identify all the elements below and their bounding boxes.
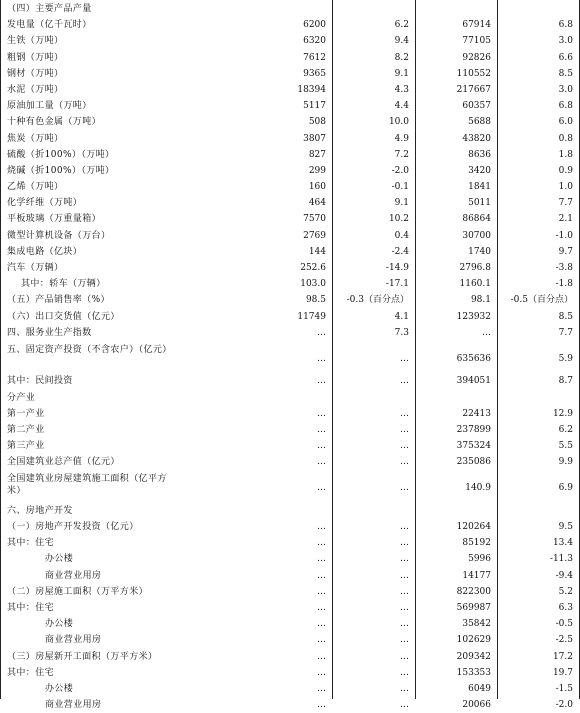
cumulative-growth: 6.3 xyxy=(558,602,573,613)
table-row xyxy=(0,438,580,454)
cumulative-value: 110552 xyxy=(456,68,491,79)
current-month-value: … xyxy=(317,586,326,597)
table-row xyxy=(0,17,580,33)
table-row xyxy=(0,551,580,567)
row-label: （三）房屋新开工面积（万平方米） xyxy=(7,651,158,662)
current-month-value: 827 xyxy=(308,149,326,160)
cumulative-growth: -1.8 xyxy=(555,279,573,290)
row-label: 其中：民间投资 xyxy=(7,376,73,387)
cumulative-value: 20066 xyxy=(462,700,491,711)
cumulative-value: 77105 xyxy=(462,36,491,47)
row-label: 水泥（万吨） xyxy=(7,84,64,95)
table-row xyxy=(0,1,580,17)
cumulative-growth: -1.0 xyxy=(555,230,573,241)
current-month-growth: 4.4 xyxy=(394,101,409,112)
current-month-value: … xyxy=(317,408,326,419)
cumulative-growth: 9.7 xyxy=(558,246,573,257)
current-month-growth: … xyxy=(400,651,409,662)
cumulative-value: 153353 xyxy=(456,667,491,678)
current-month-growth: -17.1 xyxy=(385,279,409,290)
cumulative-value: 1740 xyxy=(468,246,491,257)
cumulative-value: 85192 xyxy=(462,538,491,549)
table-row xyxy=(0,422,580,438)
current-month-growth: … xyxy=(400,376,409,387)
table-row xyxy=(0,681,580,697)
cumulative-value: … xyxy=(482,327,491,338)
cumulative-value: 60357 xyxy=(462,101,491,112)
row-label: 全国建筑业房屋建筑施工面积（亿平方米） xyxy=(7,474,167,497)
table-row xyxy=(0,406,580,422)
current-month-growth: … xyxy=(400,353,409,364)
current-month-growth: … xyxy=(400,483,409,494)
cumulative-value: 375324 xyxy=(456,441,491,452)
cumulative-growth: 3.0 xyxy=(558,36,573,47)
cumulative-value: 6049 xyxy=(468,683,491,694)
cumulative-value: 35842 xyxy=(462,619,491,630)
current-month-value: … xyxy=(317,457,326,468)
cumulative-value: 394051 xyxy=(456,376,491,387)
cumulative-value: 235086 xyxy=(456,457,491,468)
current-month-value: 6200 xyxy=(303,20,326,31)
current-month-value: … xyxy=(317,483,326,494)
cumulative-growth: 5.5 xyxy=(558,441,573,452)
cumulative-value: 86864 xyxy=(462,214,491,225)
table-row xyxy=(0,147,580,163)
cumulative-growth: 8.5 xyxy=(558,311,573,322)
row-label: （一）房地产开发投资（亿元） xyxy=(7,522,139,533)
row-label: 办公楼 xyxy=(45,683,74,694)
cumulative-value: 120264 xyxy=(456,522,491,533)
cumulative-growth: 1.8 xyxy=(558,149,573,160)
current-month-value: 6320 xyxy=(303,36,326,47)
row-label: 硫酸（折100%）（万吨） xyxy=(7,149,115,160)
table-row xyxy=(0,33,580,49)
current-month-value: 508 xyxy=(308,117,326,128)
current-month-growth: 4.9 xyxy=(394,133,409,144)
table-row xyxy=(0,292,580,308)
cumulative-growth: 5.9 xyxy=(558,353,573,364)
current-month-value: 9365 xyxy=(303,68,326,79)
row-label: 办公楼 xyxy=(45,619,74,630)
row-label: 微型计算机设备（万台） xyxy=(7,230,111,241)
cumulative-value: 209342 xyxy=(456,651,491,662)
row-label: 焦炭（万吨） xyxy=(7,133,64,144)
current-month-growth: … xyxy=(400,586,409,597)
current-month-value: 160 xyxy=(308,182,326,193)
cumulative-value: 237899 xyxy=(456,424,491,435)
table-row xyxy=(0,66,580,82)
table-row xyxy=(0,163,580,179)
table-row xyxy=(0,519,580,535)
cumulative-value: 5011 xyxy=(468,198,491,209)
current-month-growth: 6.2 xyxy=(394,20,409,31)
current-month-growth: 4.3 xyxy=(394,84,409,95)
current-month-growth: … xyxy=(400,683,409,694)
cumulative-growth: -0.5 xyxy=(555,619,573,630)
cumulative-growth: -0.5（百分点） xyxy=(510,295,573,306)
current-month-value: 252.6 xyxy=(300,263,326,273)
current-month-value: … xyxy=(317,700,326,711)
cumulative-growth: 8.5 xyxy=(558,68,573,79)
cumulative-growth: 8.7 xyxy=(558,376,573,387)
row-label: 钢材（万吨） xyxy=(7,68,64,79)
current-month-growth: 8.2 xyxy=(394,52,409,63)
row-label: 六、房地产开发 xyxy=(7,505,73,516)
table-row xyxy=(0,98,580,114)
current-month-value: … xyxy=(317,424,326,435)
row-label: （二）房屋施工面积（万平方米） xyxy=(7,586,149,597)
current-month-value: … xyxy=(317,570,326,581)
current-month-value: … xyxy=(317,353,326,364)
table-row xyxy=(0,211,580,227)
cumulative-growth: 6.0 xyxy=(558,117,573,128)
cumulative-growth: 9.9 xyxy=(558,457,573,468)
table-row xyxy=(0,114,580,130)
current-month-value: … xyxy=(317,651,326,662)
cumulative-value: 635636 xyxy=(456,353,491,364)
table-row xyxy=(0,131,580,147)
table-row xyxy=(0,325,580,341)
current-month-growth: -2.4 xyxy=(391,246,409,257)
cumulative-value: 2796.8 xyxy=(459,263,491,273)
cumulative-value: 822300 xyxy=(456,586,491,597)
current-month-value: … xyxy=(317,327,326,338)
current-month-value: … xyxy=(317,522,326,533)
cumulative-value: 5996 xyxy=(468,554,491,565)
cumulative-growth: 6.8 xyxy=(558,101,573,112)
row-label: （六）出口交货值（亿元） xyxy=(7,311,120,322)
current-month-growth: 0.4 xyxy=(394,230,409,241)
table-row xyxy=(0,697,580,713)
cumulative-value: 43820 xyxy=(462,133,491,144)
cumulative-growth: 2.1 xyxy=(558,214,573,225)
table-row xyxy=(0,584,580,600)
current-month-growth: … xyxy=(400,619,409,630)
row-label: 原油加工量（万吨） xyxy=(7,101,92,112)
row-label: 第一产业 xyxy=(7,408,45,419)
table-row xyxy=(0,535,580,551)
current-month-value: 3807 xyxy=(303,133,326,144)
table-row xyxy=(0,665,580,681)
cumulative-growth: 1.0 xyxy=(558,182,573,193)
row-label: 其中：轿车（万辆） xyxy=(21,279,106,290)
table-row xyxy=(0,649,580,665)
row-label: 平板玻璃（万重量箱） xyxy=(7,214,102,225)
current-month-value: … xyxy=(317,635,326,646)
cumulative-value: 569987 xyxy=(456,602,491,613)
row-label: 烧碱（折100%）（万吨） xyxy=(7,165,115,176)
current-month-growth: 7.2 xyxy=(394,149,409,160)
row-label: 全国建筑业总产值（亿元） xyxy=(7,457,120,468)
cumulative-value: 98.1 xyxy=(470,295,491,306)
current-month-growth: … xyxy=(400,635,409,646)
current-month-value: … xyxy=(317,554,326,565)
current-month-value: … xyxy=(317,376,326,387)
cumulative-growth: 13.4 xyxy=(552,538,573,549)
table-row xyxy=(0,276,580,292)
cumulative-growth: 6.9 xyxy=(558,483,573,494)
cumulative-value: 30700 xyxy=(462,230,491,241)
current-month-value: … xyxy=(317,683,326,694)
cumulative-growth: 0.9 xyxy=(558,165,573,176)
row-label: 分产业 xyxy=(7,392,36,403)
cumulative-growth: 6.8 xyxy=(558,20,573,31)
row-label: 四、服务业生产指数 xyxy=(7,327,92,338)
current-month-value: … xyxy=(317,538,326,549)
table-row xyxy=(0,179,580,195)
cumulative-growth: 9.5 xyxy=(558,522,573,533)
current-month-value: … xyxy=(317,441,326,452)
cumulative-growth: -2.0 xyxy=(555,700,573,711)
current-month-value: 11749 xyxy=(297,311,326,322)
cumulative-growth: 3.0 xyxy=(558,84,573,95)
cumulative-value: 92826 xyxy=(462,52,491,63)
table-row xyxy=(0,373,580,389)
cumulative-value: 3420 xyxy=(468,165,491,176)
current-month-value: … xyxy=(317,619,326,630)
current-month-growth: … xyxy=(400,554,409,565)
current-month-value: … xyxy=(317,602,326,613)
cumulative-value: 217667 xyxy=(456,84,491,95)
cumulative-growth: -3.8 xyxy=(555,263,573,273)
current-month-growth: … xyxy=(400,424,409,435)
current-month-growth: -2.0 xyxy=(391,165,409,176)
cumulative-growth: 6.2 xyxy=(558,424,573,435)
cumulative-growth: 7.7 xyxy=(558,327,573,338)
current-month-value: 18394 xyxy=(297,84,326,95)
cumulative-value: 140.9 xyxy=(465,483,491,494)
current-month-growth: 9.1 xyxy=(394,198,409,209)
current-month-value: 5117 xyxy=(303,101,326,112)
table-row xyxy=(0,470,580,502)
row-label: 粗钢（万吨） xyxy=(7,52,64,63)
table-row xyxy=(0,632,580,648)
current-month-growth: … xyxy=(400,667,409,678)
cumulative-growth: -1.5 xyxy=(555,683,573,694)
table-row xyxy=(0,82,580,98)
table-row xyxy=(0,260,580,276)
current-month-value: 464 xyxy=(308,198,326,209)
cumulative-value: 1160.1 xyxy=(459,279,491,290)
cumulative-growth: -11.3 xyxy=(549,554,573,565)
cumulative-value: 123932 xyxy=(456,311,491,322)
cumulative-value: 1841 xyxy=(468,182,491,193)
current-month-growth: … xyxy=(400,570,409,581)
row-label: 五、固定资产投资（不含农户）（亿元） xyxy=(7,344,172,355)
row-label: 十种有色金属（万吨） xyxy=(7,117,102,128)
cumulative-value: 67914 xyxy=(462,20,491,31)
current-month-value: 103.0 xyxy=(300,279,326,290)
current-month-value: 7570 xyxy=(303,214,326,225)
cumulative-growth: 19.7 xyxy=(552,667,573,678)
row-label: 商业营业用房 xyxy=(45,700,102,711)
current-month-growth: -0.3（百分点） xyxy=(346,295,409,306)
cumulative-value: 5688 xyxy=(468,117,491,128)
current-month-growth: … xyxy=(400,441,409,452)
row-label: 其中：住宅 xyxy=(7,538,55,549)
cumulative-growth: -9.4 xyxy=(555,570,573,581)
current-month-growth: … xyxy=(400,408,409,419)
current-month-growth: … xyxy=(400,522,409,533)
row-label: 其中：住宅 xyxy=(7,667,55,678)
current-month-growth: -0.1 xyxy=(391,182,409,193)
current-month-value: … xyxy=(317,667,326,678)
table-row xyxy=(0,309,580,325)
cumulative-growth: 7.7 xyxy=(558,198,573,209)
current-month-value: 7612 xyxy=(303,52,326,63)
row-label: 商业营业用房 xyxy=(45,635,102,646)
table-row xyxy=(0,454,580,470)
cumulative-growth: 5.2 xyxy=(558,586,573,597)
current-month-growth: 4.1 xyxy=(394,311,409,322)
cumulative-value: 14177 xyxy=(462,570,491,581)
row-label: 第三产业 xyxy=(7,441,45,452)
row-label: 乙烯（万吨） xyxy=(7,182,64,193)
current-month-value: 98.5 xyxy=(305,295,326,306)
table-row xyxy=(0,600,580,616)
table-row xyxy=(0,503,580,519)
table-row xyxy=(0,341,580,373)
row-label: 商业营业用房 xyxy=(45,570,102,581)
table-row xyxy=(0,616,580,632)
row-label: 生铁（万吨） xyxy=(7,36,64,47)
table-row xyxy=(0,195,580,211)
current-month-growth: 7.3 xyxy=(394,327,409,338)
cumulative-value: 22413 xyxy=(462,408,491,419)
current-month-growth: … xyxy=(400,538,409,549)
row-label: 发电量（亿千瓦时） xyxy=(7,20,92,31)
current-month-growth: 9.1 xyxy=(394,68,409,79)
current-month-growth: 10.2 xyxy=(388,214,409,225)
table-row xyxy=(0,244,580,260)
current-month-value: 299 xyxy=(308,165,326,176)
table-row xyxy=(0,228,580,244)
table-body xyxy=(0,1,580,713)
cumulative-growth: 6.6 xyxy=(558,52,573,63)
current-month-growth: 9.4 xyxy=(394,36,409,47)
current-month-growth: … xyxy=(400,602,409,613)
cumulative-growth: 0.8 xyxy=(558,133,573,144)
table-row xyxy=(0,568,580,584)
row-label: 其中：住宅 xyxy=(7,602,55,613)
row-label: 集成电路（亿块） xyxy=(7,246,83,257)
row-label: 化学纤维（万吨） xyxy=(7,198,83,209)
table-row xyxy=(0,50,580,66)
row-label: （四）主要产品产量 xyxy=(7,4,92,14)
cumulative-growth: -2.5 xyxy=(555,635,573,646)
table-row xyxy=(0,390,580,406)
cumulative-growth: 12.9 xyxy=(552,408,573,419)
row-label: 汽车（万辆） xyxy=(7,263,64,273)
current-month-value: 2769 xyxy=(303,230,326,241)
current-month-growth: … xyxy=(400,457,409,468)
cumulative-value: 102629 xyxy=(456,635,491,646)
current-month-growth: … xyxy=(400,700,409,711)
current-month-growth: -14.9 xyxy=(385,263,409,273)
row-label: （五）产品销售率（%） xyxy=(7,295,110,306)
current-month-value: 144 xyxy=(308,246,326,257)
current-month-growth: 10.0 xyxy=(388,117,409,128)
row-label: 第二产业 xyxy=(7,424,45,435)
cumulative-growth: 17.2 xyxy=(552,651,573,662)
row-label: 办公楼 xyxy=(45,554,74,565)
cumulative-value: 8636 xyxy=(468,149,491,160)
